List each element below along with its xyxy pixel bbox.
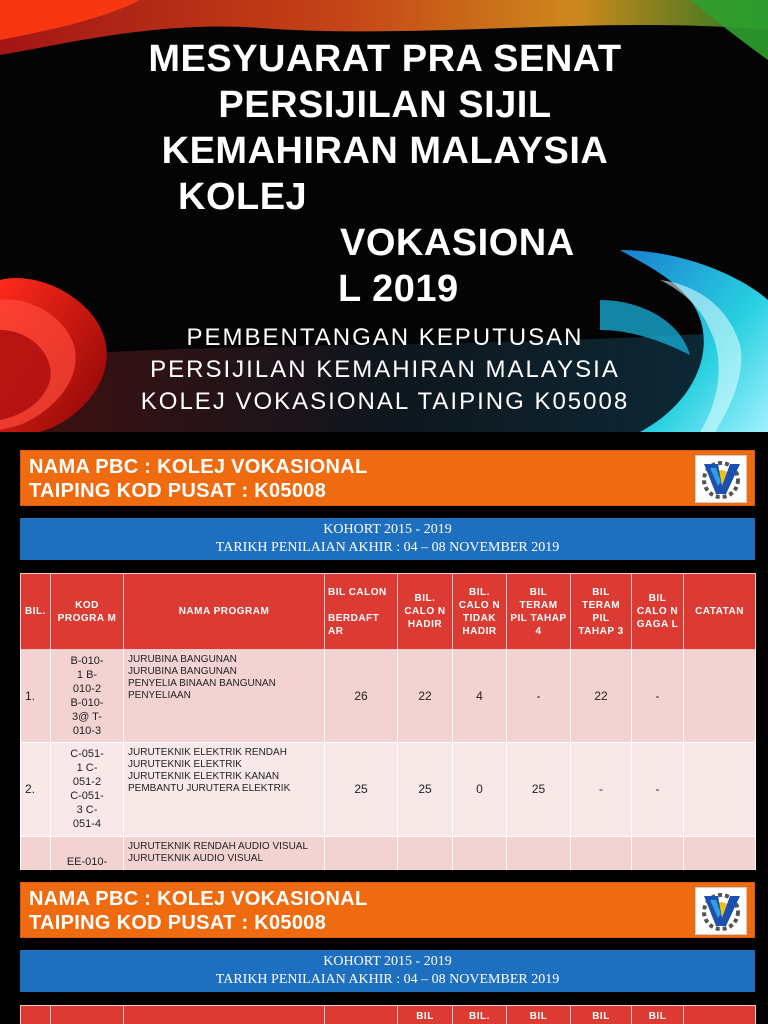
pbc-name: NAMA PBC : KOLEJ VOKASIONAL — [29, 888, 368, 910]
pbc-code: TAIPING KOD PUSAT : K05008 — [29, 480, 327, 502]
subtitle — [120, 322, 650, 418]
main-title — [120, 36, 650, 312]
program-name: JURUTEKNIK ELEKTRIK — [128, 759, 242, 770]
program-name: JURUBINA BANGUNAN — [128, 654, 237, 665]
program-name: PENYELIA BINAAN BANGUNAN — [128, 678, 276, 689]
row-pil4 — [507, 837, 571, 871]
pbc-banner — [20, 450, 755, 506]
results-slide — [0, 432, 768, 870]
row-berdaftar: 26 — [325, 650, 398, 743]
title-line: VOKASIONA — [340, 222, 575, 264]
header-gagal: BIL CALO N GAGA L — [632, 574, 684, 650]
pbc-name: NAMA PBC : KOLEJ VOKASIONAL — [29, 456, 368, 478]
header-kod — [51, 1006, 124, 1024]
program-name: JURUTEKNIK AUDIO VISUAL — [128, 853, 264, 864]
assessment-date: TARIKH PENILAIAN AKHIR : 04 – 08 NOVEMBER 2019 — [215, 972, 560, 987]
program-name: JURUTEKNIK ELEKTRIK KANAN — [128, 771, 280, 782]
title-slide — [0, 0, 768, 432]
row-hadir: 22 — [398, 650, 453, 743]
results-table — [20, 573, 756, 870]
kohort-bar — [20, 518, 755, 560]
subtitle-line: PEMBENTANGAN KEPUTUSAN — [186, 324, 584, 351]
header-catatan: CATATAN — [684, 574, 756, 650]
row-pil4: - — [507, 650, 571, 743]
row-catatan — [684, 837, 756, 871]
row-programs — [124, 650, 325, 743]
row-kod: EE-010- — [51, 837, 124, 871]
header-pil3: BIL TERAM PIL TAHAP 3 — [571, 574, 632, 650]
kohort-line: KOHORT 2015 - 2019 — [323, 522, 452, 537]
header-bil — [21, 1006, 51, 1024]
title-line: MESYUARAT PRA SENAT — [148, 38, 622, 80]
results-table-partial — [20, 1005, 756, 1024]
program-name: PENYELIAAN — [128, 690, 191, 701]
row-bil — [21, 837, 51, 871]
header-pil4: BIL TERAM PIL TAHAP 4 — [507, 574, 571, 650]
kohort-bar — [20, 950, 755, 992]
row-hadir: 25 — [398, 743, 453, 837]
header-kod: KOD PROGRA M — [51, 574, 124, 650]
results-slide-repeat — [0, 870, 768, 1024]
row-tidak-hadir: 4 — [453, 650, 507, 743]
row-pil3: 22 — [571, 650, 632, 743]
title-line: PERSIJILAN SIJIL — [218, 84, 552, 126]
program-name: JURUTEKNIK ELEKTRIK RENDAH — [128, 747, 287, 758]
program-name: JURUBINA BANGUNAN — [128, 666, 237, 677]
row-hadir — [398, 837, 453, 871]
pbc-code: TAIPING KOD PUSAT : K05008 — [29, 912, 327, 934]
row-kod: B-010- 1 B- 010-2 B-010- 3@ T- 010-3 — [51, 650, 124, 743]
header-tidak-hadir: BIL. — [453, 1006, 507, 1024]
subtitle-line: PERSIJILAN KEMAHIRAN MALAYSIA — [150, 356, 620, 383]
program-name: JURUTEKNIK RENDAH AUDIO VISUAL — [128, 841, 309, 852]
college-logo-icon — [695, 887, 747, 935]
row-kod: C-051- 1 C- 051-2 C-051- 3 C- 051-4 — [51, 743, 124, 837]
table-row — [21, 837, 756, 871]
subtitle-line: KOLEJ VOKASIONAL TAIPING K05008 — [140, 388, 630, 415]
header-gagal: BIL — [632, 1006, 684, 1024]
header-nama — [124, 1006, 325, 1024]
row-tidak-hadir: 0 — [453, 743, 507, 837]
row-gagal: - — [632, 743, 684, 837]
row-catatan — [684, 743, 756, 837]
header-pil3: BIL — [571, 1006, 632, 1024]
row-programs — [124, 743, 325, 837]
row-tidak-hadir — [453, 837, 507, 871]
row-berdaftar — [325, 837, 398, 871]
table-header-row — [21, 1006, 756, 1024]
title-line: L 2019 — [338, 268, 459, 310]
header-hadir: BIL — [398, 1006, 453, 1024]
kohort-line: KOHORT 2015 - 2019 — [323, 954, 452, 969]
header-berdaftar — [325, 1006, 398, 1024]
table-header-row — [21, 574, 756, 650]
table-row — [21, 650, 756, 743]
college-logo-icon — [695, 455, 747, 503]
row-bil: 1. — [21, 650, 51, 743]
row-gagal — [632, 837, 684, 871]
row-pil3 — [571, 837, 632, 871]
row-pil3: - — [571, 743, 632, 837]
header-catatan — [684, 1006, 756, 1024]
header-nama: NAMA PROGRAM — [124, 574, 325, 650]
row-programs — [124, 837, 325, 871]
row-pil4: 25 — [507, 743, 571, 837]
row-gagal: - — [632, 650, 684, 743]
row-bil: 2. — [21, 743, 51, 837]
assessment-date: TARIKH PENILAIAN AKHIR : 04 – 08 NOVEMBER 2019 — [215, 540, 560, 555]
header-hadir: BIL. CALO N HADIR — [398, 574, 453, 650]
row-catatan — [684, 650, 756, 743]
table-row — [21, 743, 756, 837]
row-berdaftar: 25 — [325, 743, 398, 837]
title-line: KEMAHIRAN MALAYSIA — [161, 130, 609, 172]
header-pil4: BIL — [507, 1006, 571, 1024]
header-tidak-hadir: BIL. CALO N TIDAK HADIR — [453, 574, 507, 650]
title-line: KOLEJ — [178, 176, 308, 218]
header-berdaftar: BIL CALON BERDAFT AR — [325, 574, 398, 650]
header-bil: BIL. — [21, 574, 51, 650]
program-name: PEMBANTU JURUTERA ELEKTRIK — [128, 783, 291, 794]
pbc-banner — [20, 882, 755, 938]
